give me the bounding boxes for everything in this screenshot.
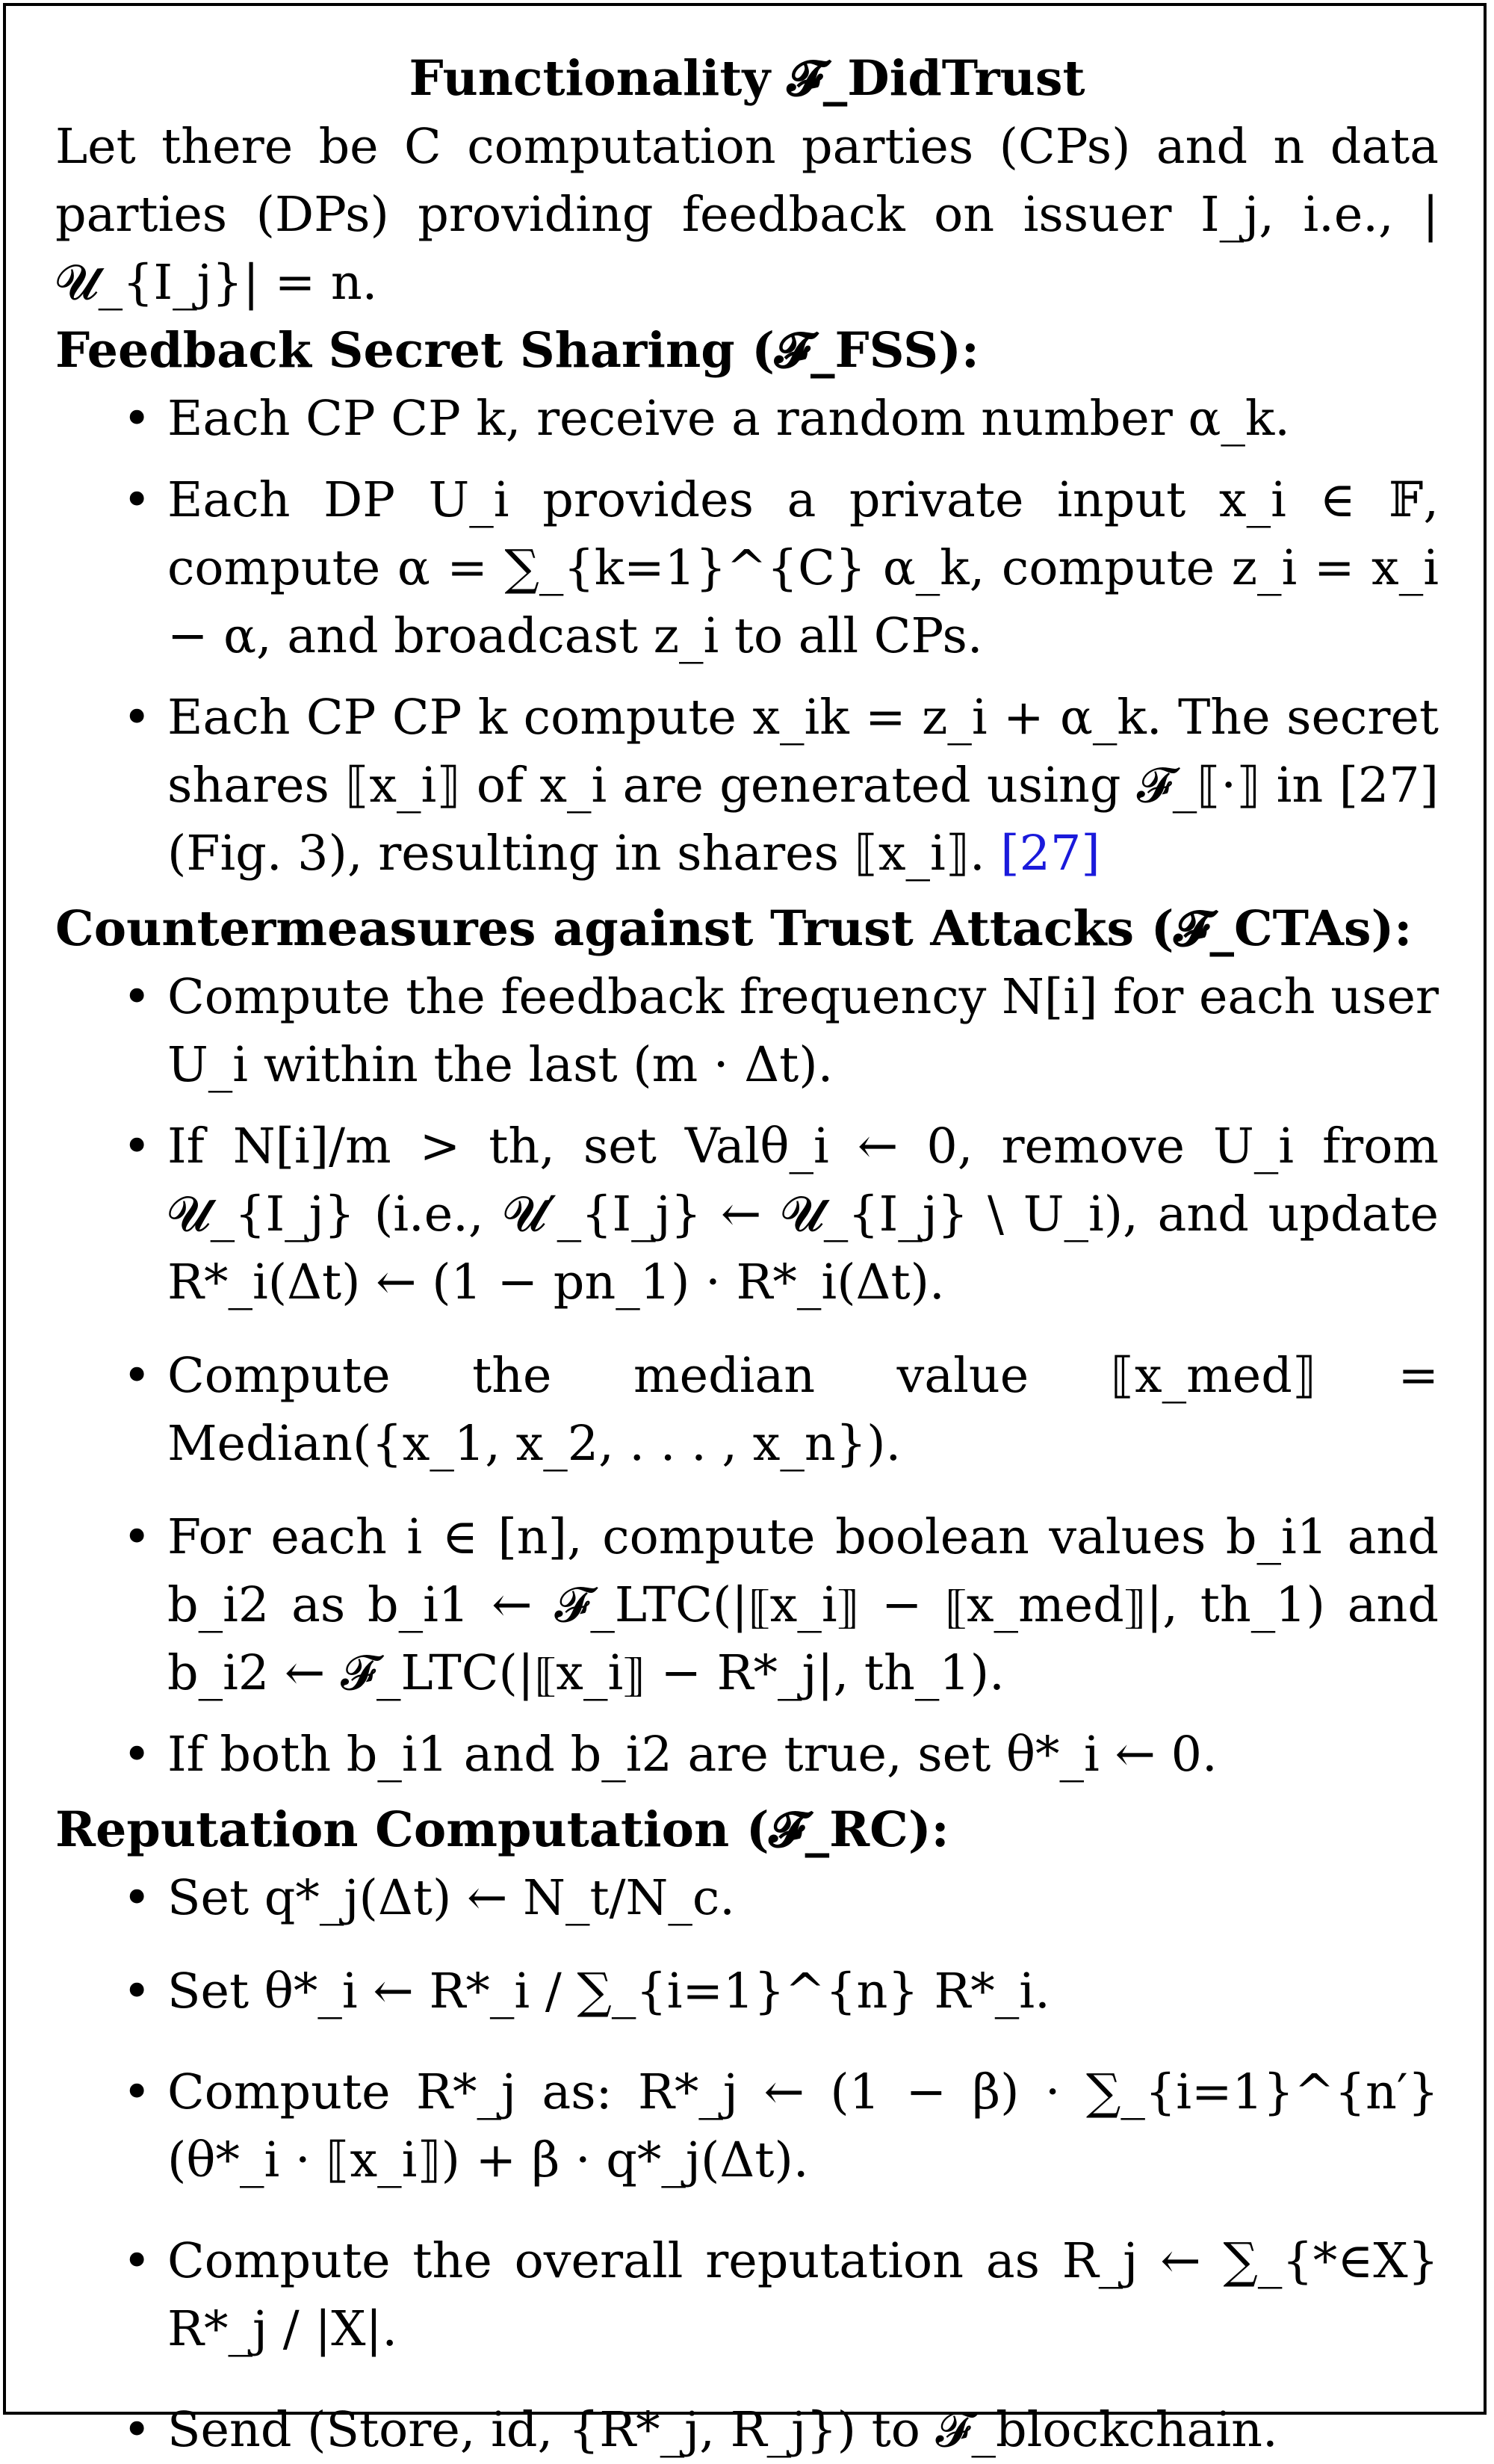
list-item: • Each CP CP k, receive a random number α_k. bbox=[55, 385, 1439, 453]
citation-link[interactable]: [27] bbox=[1000, 826, 1100, 882]
list-item: • If both b_i1 and b_i2 are true, set θ*_i ← 0. bbox=[55, 1721, 1439, 1789]
list-item: • Set q*_j(Δt) ← N_t/N_c. bbox=[55, 1864, 1439, 1932]
list-item: • Compute the feedback frequency N[i] for each user U_i within the last (m · Δt). bbox=[55, 963, 1439, 1099]
section-heading-rc: Reputation Computation (𝓕_RC): bbox=[55, 1801, 949, 1858]
section-heading-fss: Feedback Secret Sharing (𝓕_FSS): bbox=[55, 322, 979, 379]
page-title: Functionality 𝓕_DidTrust bbox=[409, 50, 1085, 107]
list-item: • If N[i]/m > th, set Valθ_i ← 0, remove U_i from 𝓤_{I_j} (i.e., 𝓤′_{I_j} ← 𝓤_{I_j} \ U_i), and update R*_i(Δt) ← (1 − pn_1) · R*_i(Δt). bbox=[55, 1112, 1439, 1316]
list-item: • Send (Store, id, {R*_j, R_j}) to 𝓕_blockchain. bbox=[55, 2396, 1439, 2464]
list-item: • Compute the median value ⟦x_med⟧ = Median({x_1, x_2, . . . , x_n}). bbox=[55, 1342, 1439, 1478]
section-heading-ctas: Countermeasures against Trust Attacks (𝓕_CTAs): bbox=[55, 900, 1413, 957]
list-item-text: Each CP CP k compute x_ik = z_i + α_k. The secret shares ⟦x_i⟧ of x_i are generated using 𝓕_⟦·⟧ in [27] (Fig. 3), resulting in shares ⟦x_i⟧. bbox=[167, 690, 1439, 882]
functionality-content bbox=[55, 45, 1439, 2464]
list-item: • Each DP U_i provides a private input x_i ∈ 𝔽, compute α = ∑_{k=1}^{C} α_k, compute z_i = x_i − α, and broadcast z_i to all CPs. bbox=[55, 466, 1439, 670]
rc-list bbox=[55, 1864, 1439, 2464]
list-item: • Set θ*_i ← R*_i / ∑_{i=1}^{n} R*_i. bbox=[55, 1957, 1439, 2025]
ctas-list bbox=[55, 963, 1439, 1789]
fss-list bbox=[55, 385, 1439, 888]
list-item: • Compute R*_j as: R*_j ← (1 − β) · ∑_{i=1}^{n′} (θ*_i · ⟦x_i⟧) + β · q*_j(Δt). bbox=[55, 2058, 1439, 2194]
list-item: • For each i ∈ [n], compute boolean values b_i1 and b_i2 as b_i1 ← 𝓕_LTC(|⟦x_i⟧ − ⟦x_med⟧|, th_1) and b_i2 ← 𝓕_LTC(|⟦x_i⟧ − R*_j|, th_1). bbox=[55, 1503, 1439, 1707]
list-item: • Compute the overall reputation as R_j ← ∑_{*∈X} R*_j / |X|. bbox=[55, 2227, 1439, 2363]
list-item-citation bbox=[55, 684, 1439, 888]
intro-paragraph: Let there be C computation parties (CPs) and n data parties (DPs) providing feedback on issuer I_j, i.e., |𝓤_{I_j}| = n. bbox=[55, 119, 1439, 311]
